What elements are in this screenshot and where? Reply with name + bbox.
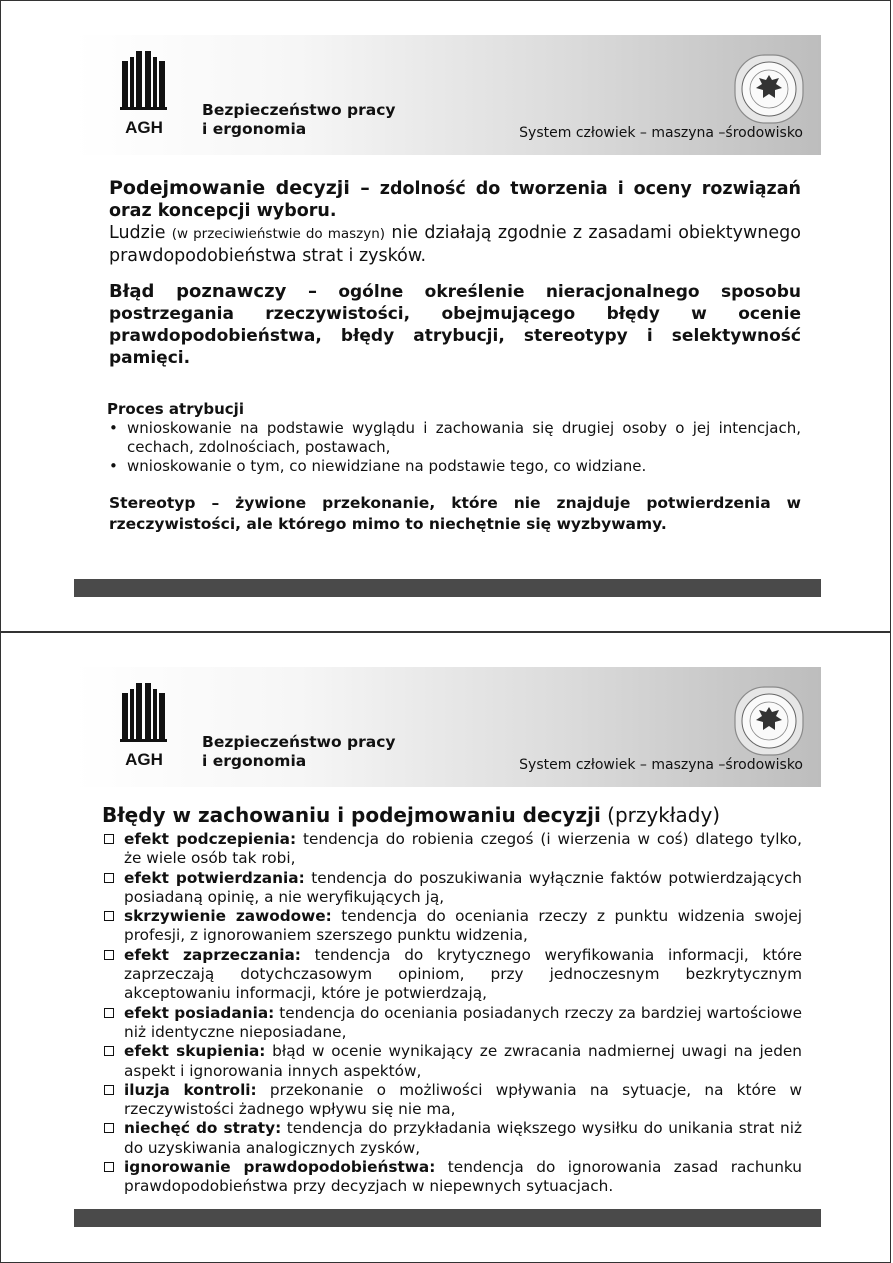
checkbox-bullet-icon	[104, 1162, 114, 1172]
agh-logo-icon	[118, 51, 174, 137]
checkbox-bullet-icon	[104, 1008, 114, 1018]
slide-header	[74, 667, 821, 787]
footer-bar	[74, 1209, 821, 1227]
course-title: Bezpieczeństwo pracy i ergonomia	[202, 733, 396, 770]
course-title: Bezpieczeństwo pracy i ergonomia	[202, 101, 396, 138]
machines-paren: (w przeciwieństwie do maszyn)	[171, 226, 386, 242]
list-item: ignorowanie prawdopodobieństwa: tendencja do ignorowania zasad rachunku prawdopodobieństwa przy decyzjach w niepewnych sytuacjach.	[102, 1158, 802, 1197]
people-rest: nie działają zgodnie z zasadami obiektywnego prawdopodobieństwa strat i zysków.	[109, 223, 801, 266]
university-seal-icon	[731, 49, 809, 127]
attribution-heading: Proces atrybucji	[107, 400, 244, 418]
slide-header	[74, 35, 821, 155]
list-item: efekt skupienia: błąd w ocenie wynikający ze zwracania nadmiernej uwagi na jeden aspekt i ignorowania innych aspektów,	[102, 1042, 802, 1081]
cognitive-bias-block	[109, 281, 801, 369]
checkbox-bullet-icon	[104, 1123, 114, 1133]
page-title: Błędy w zachowaniu i podejmowaniu decyzji (przykłady)	[102, 803, 721, 827]
stereotype-text: Stereotyp – żywione przekonanie, które nie znajduje potwierdzenia w rzeczywistości, ale którego mimo to niechętnie się wyzbywamy.	[109, 494, 801, 533]
list-item: niechęć do straty: tendencja do przykładania większego wysiłku do unikania strat niż do uzyskiwania analogicznych zysków,	[102, 1119, 802, 1158]
attribution-list	[107, 419, 801, 476]
slide-1	[0, 0, 891, 632]
list-item: efekt zaprzeczania: tendencja do krytycznego weryfikowania informacji, które zaprzeczają dotychczasowym opiniom, przy jednoczesnym bezkrytycznym akceptowaniu informacji, które je potwierdzają,	[102, 946, 802, 1004]
effects-list	[102, 830, 802, 1197]
slide-2	[0, 632, 891, 1263]
footer-bar	[74, 579, 821, 597]
svg-text:AGH: AGH	[125, 750, 163, 769]
people-label: Ludzie	[109, 223, 172, 243]
list-item: efekt potwierdzania: tendencja do poszukiwania wyłącznie faktów potwierdzających posiadaną opinię, a nie weryfikujących ją,	[102, 869, 802, 908]
list-item: • wnioskowanie o tym, co niewidziane na podstawie tego, co widziane.	[109, 457, 647, 475]
checkbox-bullet-icon	[104, 834, 114, 844]
title-note: (przykłady)	[600, 803, 721, 827]
checkbox-bullet-icon	[104, 950, 114, 960]
decision-block	[109, 177, 801, 267]
cognitive-bias-term: Błąd poznawczy –	[109, 281, 317, 302]
list-item: efekt podczepienia: tendencja do robienia czegoś (i wierzenia w coś) dlatego tylko, że wiele osób tak robi,	[102, 830, 802, 869]
checkbox-bullet-icon	[104, 911, 114, 921]
svg-text:AGH: AGH	[125, 118, 163, 137]
university-seal-icon	[731, 681, 809, 759]
checkbox-bullet-icon	[104, 1046, 114, 1056]
list-item: iluzja kontroli: przekonanie o możliwości wpływania na sytuacje, na które w rzeczywistości żadnego wpływu się nie ma,	[102, 1081, 802, 1120]
list-item: • wnioskowanie na podstawie wyglądu i zachowania się drugiej osoby o jej intencjach, cechach, zdolnościach, postawach,	[109, 419, 801, 456]
checkbox-bullet-icon	[104, 1085, 114, 1095]
list-item: efekt posiadania: tendencja do oceniania posiadanych rzeczy za bardziej wartościowe niż identyczne nieposiadane,	[102, 1004, 802, 1043]
decision-term: Podejmowanie decyzji –	[109, 177, 370, 199]
agh-logo-icon	[118, 683, 174, 769]
stereotype-block	[109, 493, 801, 535]
list-item: skrzywienie zawodowe: tendencja do oceniania rzeczy z punktu widzenia swojej profesji, z ignorowaniem szerszego punktu widzenia,	[102, 907, 802, 946]
cognitive-bias-definition: ogólne określenie nieracjonalnego sposobu postrzegania rzeczywistości, obejmującego błędy w ocenie prawdopodobieństwa, błędy atrybucji, stereotypy i selektywność pamięci.	[109, 282, 801, 368]
attribution-block	[107, 400, 801, 476]
decision-definition: zdolność do tworzenia i oceny rozwiązań oraz koncepcji wyboru.	[109, 179, 802, 221]
header-subtitle: System człowiek – maszyna –środowisko	[519, 125, 803, 141]
checkbox-bullet-icon	[104, 873, 114, 883]
header-subtitle: System człowiek – maszyna –środowisko	[519, 757, 803, 773]
